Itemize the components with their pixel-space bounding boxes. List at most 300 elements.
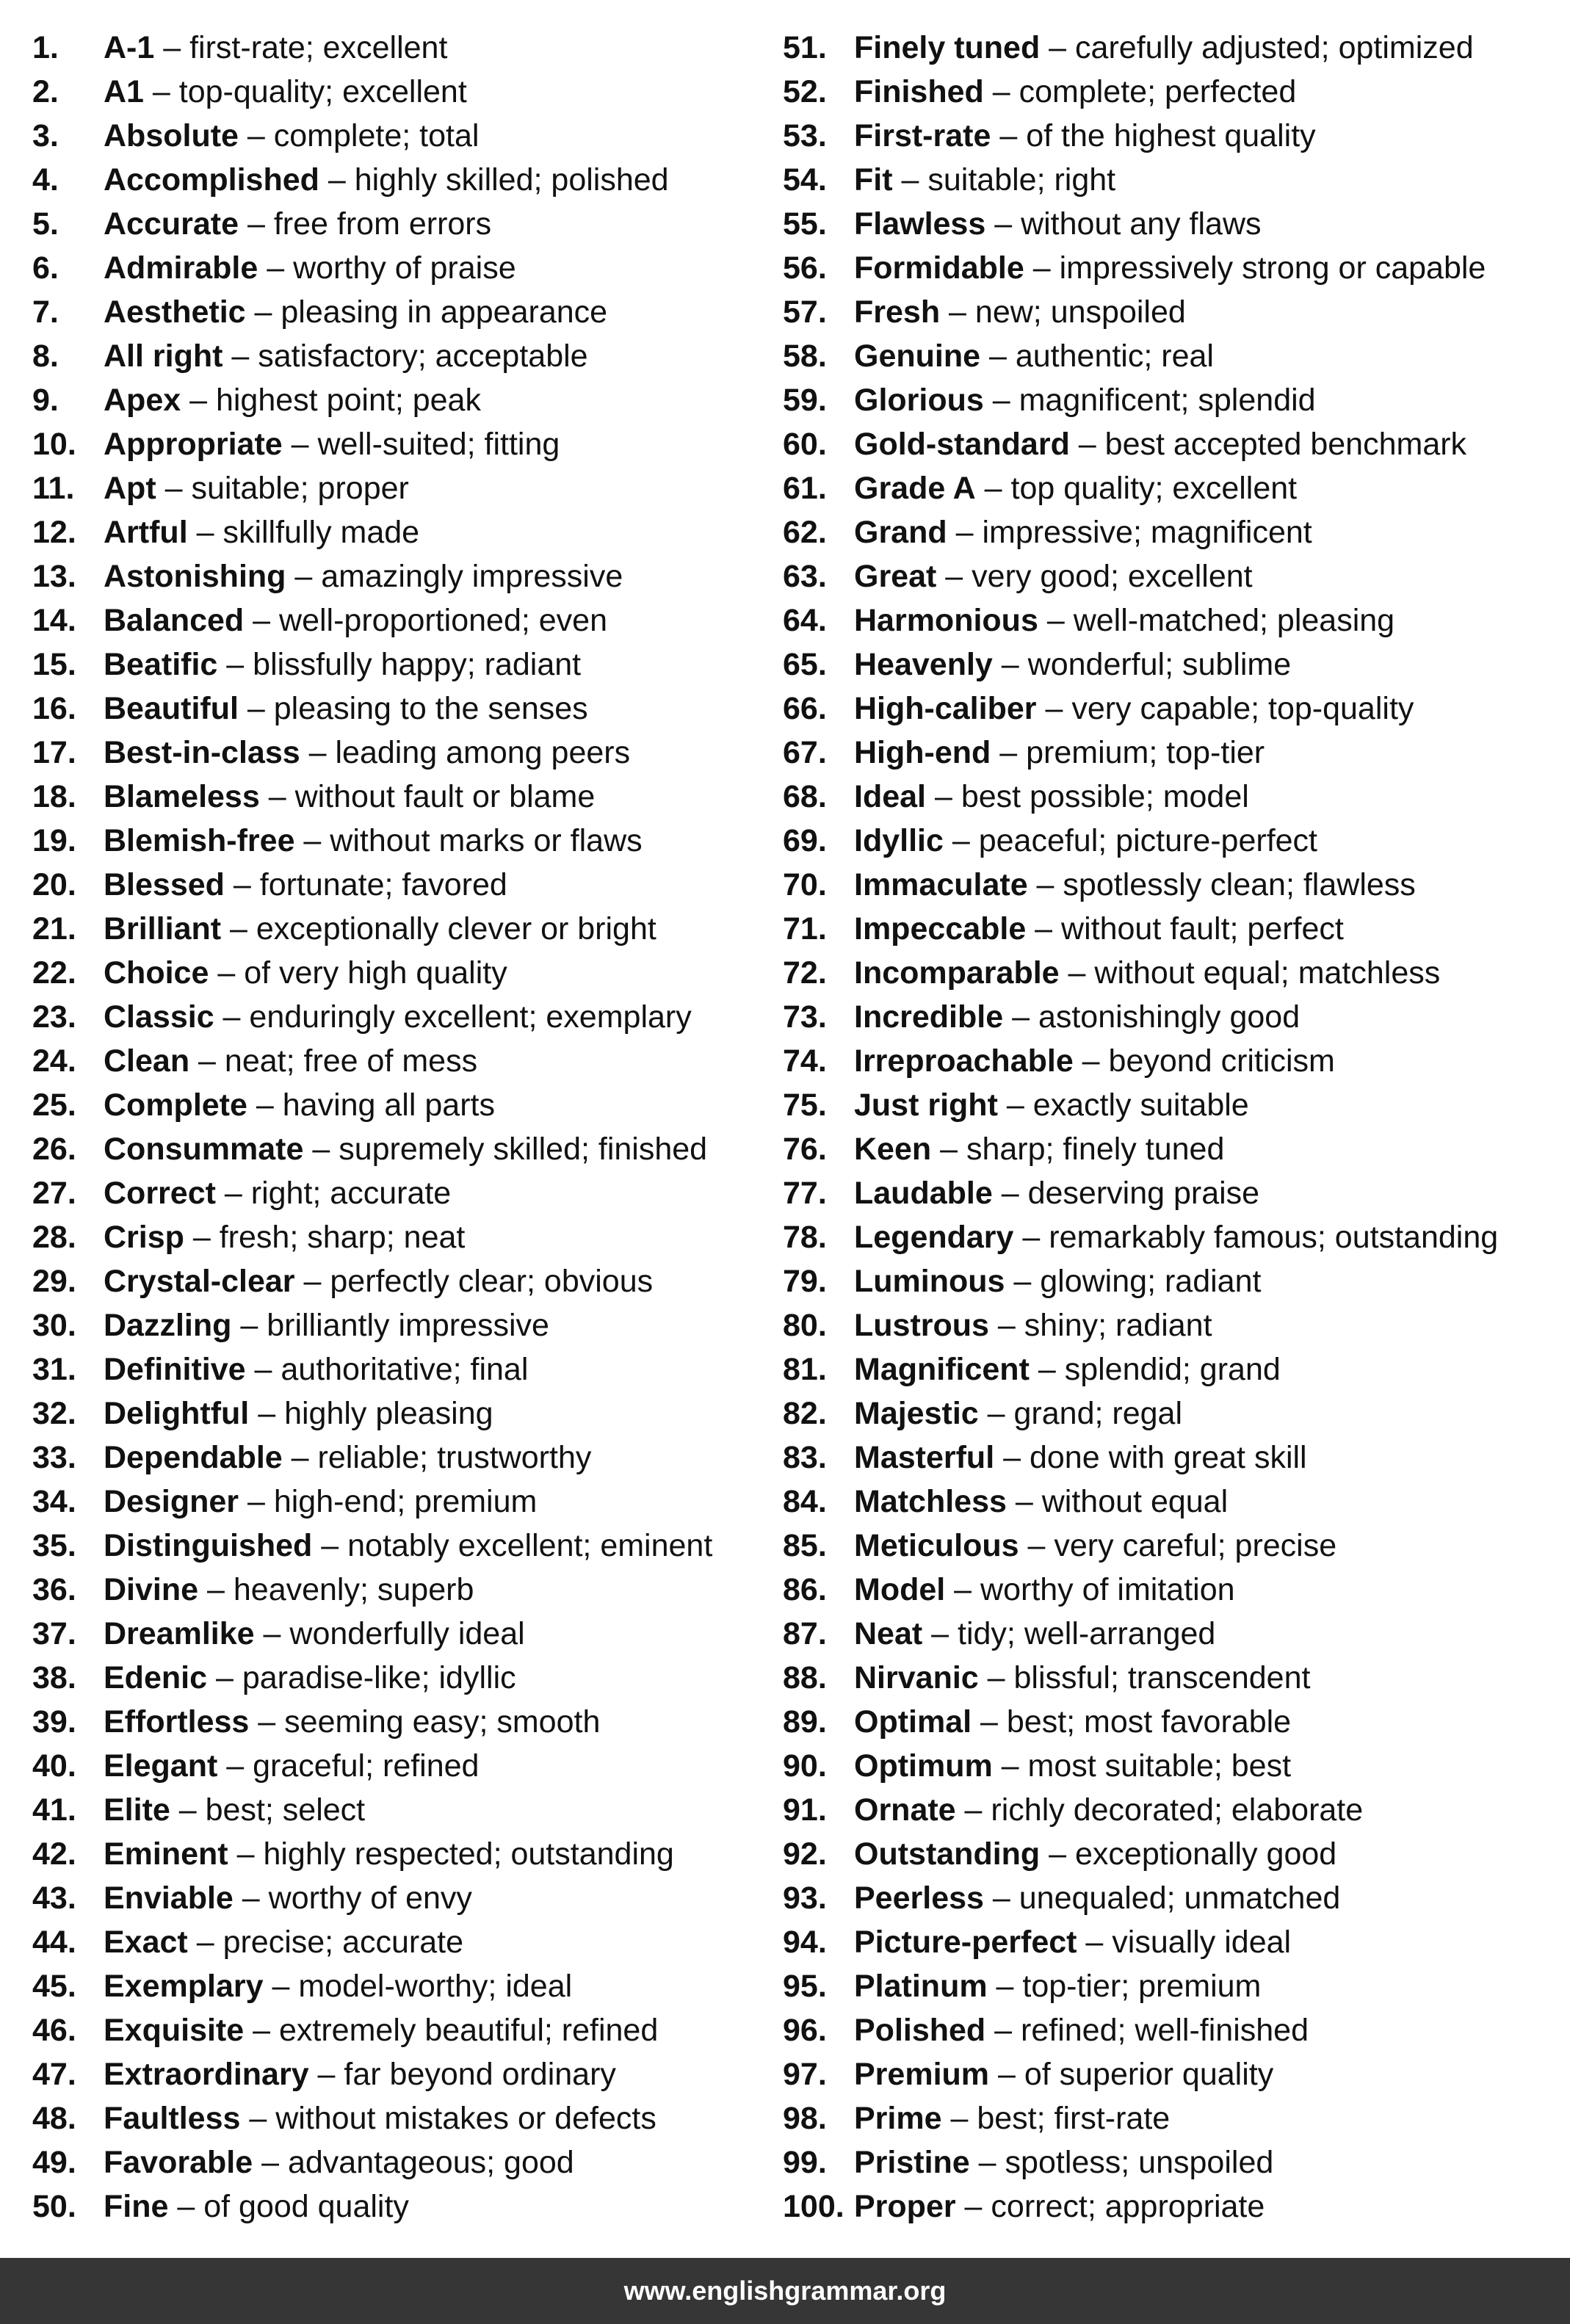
item-separator: – xyxy=(994,1440,1030,1475)
item-term: Prime xyxy=(854,2101,942,2136)
item-term: Astonishing xyxy=(104,559,286,594)
item-text xyxy=(854,1876,1340,1920)
item-separator: – xyxy=(294,1264,330,1299)
item-term: Grade A xyxy=(854,471,976,506)
item-text xyxy=(854,775,1249,819)
item-text xyxy=(104,1612,525,1656)
item-definition: tidy; well-arranged xyxy=(958,1616,1216,1651)
item-number: 84. xyxy=(783,1484,827,1519)
item-definition: blissfully happy; radiant xyxy=(253,647,582,682)
item-separator: – xyxy=(207,1660,242,1695)
item-number: 1. xyxy=(32,30,59,65)
item-term: Exquisite xyxy=(104,2013,245,2048)
item-text xyxy=(854,951,1440,995)
item-separator: – xyxy=(282,427,318,462)
item-separator: – xyxy=(240,2101,276,2136)
item-text xyxy=(104,2184,409,2229)
item-text xyxy=(104,466,409,510)
item-text xyxy=(104,2008,658,2052)
item-separator: – xyxy=(249,1396,285,1431)
item-number: 11. xyxy=(32,471,75,506)
item-term: Elegant xyxy=(104,1748,218,1784)
item-separator: – xyxy=(154,30,190,65)
item-definition: grand; regal xyxy=(1013,1396,1183,1431)
item-number: 17. xyxy=(32,735,76,770)
item-number: 85. xyxy=(783,1528,827,1563)
item-number: 59. xyxy=(783,383,827,418)
item-definition: of good quality xyxy=(203,2189,409,2224)
item-definition: without marks or flaws xyxy=(330,823,643,858)
item-separator: – xyxy=(980,339,1016,374)
item-term: Dreamlike xyxy=(104,1616,255,1651)
item-separator: – xyxy=(221,911,256,946)
item-definition: done with great skill xyxy=(1029,1440,1307,1475)
item-separator: – xyxy=(168,2189,204,2224)
item-separator: – xyxy=(198,1572,234,1607)
item-text xyxy=(854,334,1214,378)
item-number: 65. xyxy=(783,647,827,682)
item-definition: enduringly excellent; exemplary xyxy=(249,999,692,1035)
item-text xyxy=(104,2096,656,2140)
item-term: Gold-standard xyxy=(854,427,1070,462)
item-number: 2. xyxy=(32,74,59,109)
item-separator: – xyxy=(1029,1352,1065,1387)
item-text xyxy=(104,1083,495,1127)
item-separator: – xyxy=(1024,250,1060,286)
item-term: Irreproachable xyxy=(854,1043,1074,1079)
item-text xyxy=(854,1347,1281,1391)
item-number: 95. xyxy=(783,1969,827,2004)
item-definition: far beyond ordinary xyxy=(344,2057,616,2092)
item-definition: extremely beautiful; refined xyxy=(278,2013,659,2048)
item-term: Crisp xyxy=(104,1220,184,1255)
item-definition: heavenly; superb xyxy=(233,1572,474,1607)
item-separator: – xyxy=(308,2057,344,2092)
item-text xyxy=(104,1171,451,1215)
item-definition: suitable; right xyxy=(927,162,1116,198)
item-number: 37. xyxy=(32,1616,76,1651)
item-definition: without equal xyxy=(1041,1484,1229,1519)
item-term: Blemish-free xyxy=(104,823,295,858)
item-term: Exemplary xyxy=(104,1969,264,2004)
item-separator: – xyxy=(1038,603,1074,638)
item-number: 38. xyxy=(32,1660,76,1695)
item-term: Extraordinary xyxy=(104,2057,309,2092)
item-text xyxy=(854,1788,1363,1832)
item-text xyxy=(104,70,467,114)
item-number: 34. xyxy=(32,1484,76,1519)
item-term: Keen xyxy=(854,1132,932,1167)
item-number: 19. xyxy=(32,823,76,858)
item-definition: leading among peers xyxy=(335,735,631,770)
item-term: Flawless xyxy=(854,206,986,242)
item-separator: – xyxy=(1006,1484,1042,1519)
item-term: Best-in-class xyxy=(104,735,300,770)
item-definition: authentic; real xyxy=(1015,339,1214,374)
item-term: Outstanding xyxy=(854,1836,1041,1872)
item-number: 77. xyxy=(783,1176,827,1211)
item-definition: impressive; magnificent xyxy=(982,515,1312,550)
item-text xyxy=(854,510,1312,554)
item-term: Brilliant xyxy=(104,911,222,946)
item-separator: – xyxy=(253,2145,288,2180)
item-term: Balanced xyxy=(104,603,245,638)
item-number: 12. xyxy=(32,515,76,550)
item-separator: – xyxy=(985,206,1021,242)
item-definition: free from errors xyxy=(273,206,492,242)
item-number: 56. xyxy=(783,250,827,286)
item-definition: remarkably famous; outstanding xyxy=(1049,1220,1499,1255)
item-separator: – xyxy=(892,162,928,198)
item-number: 74. xyxy=(783,1043,827,1079)
item-number: 9. xyxy=(32,383,59,418)
item-definition: reliable; trustworthy xyxy=(317,1440,592,1475)
item-definition: best; select xyxy=(205,1792,366,1828)
item-separator: – xyxy=(1026,911,1062,946)
item-text xyxy=(104,1964,572,2008)
item-definition: best; most favorable xyxy=(1006,1704,1292,1740)
item-term: Finished xyxy=(854,74,984,109)
item-separator: – xyxy=(931,1132,966,1167)
item-term: Finely tuned xyxy=(854,30,1041,65)
item-separator: – xyxy=(936,559,972,594)
item-definition: best; first-rate xyxy=(977,2101,1171,2136)
item-term: Peerless xyxy=(854,1880,984,1916)
item-term: Delightful xyxy=(104,1396,250,1431)
item-text xyxy=(854,2052,1273,2096)
item-term: Faultless xyxy=(104,2101,241,2136)
item-separator: – xyxy=(214,999,250,1035)
item-definition: precise; accurate xyxy=(223,1925,463,1960)
item-text xyxy=(854,1700,1291,1744)
item-term: Fresh xyxy=(854,294,941,330)
item-number: 71. xyxy=(783,911,827,946)
item-definition: high-end; premium xyxy=(273,1484,538,1519)
item-separator: – xyxy=(228,1836,264,1872)
item-definition: neat; free of mess xyxy=(224,1043,478,1079)
item-number: 68. xyxy=(783,779,827,814)
item-text xyxy=(104,1436,591,1480)
item-separator: – xyxy=(1013,1220,1049,1255)
item-text xyxy=(854,2008,1309,2052)
item-separator: – xyxy=(286,559,322,594)
item-definition: skillfully made xyxy=(223,515,420,550)
item-text xyxy=(104,1744,479,1788)
item-definition: complete; total xyxy=(273,118,480,153)
item-text xyxy=(854,1215,1498,1259)
item-number: 92. xyxy=(783,1836,827,1872)
item-text xyxy=(104,1920,463,1964)
item-number: 57. xyxy=(783,294,827,330)
item-number: 30. xyxy=(32,1308,76,1343)
item-number: 45. xyxy=(32,1969,76,2004)
item-separator: – xyxy=(170,1792,206,1828)
item-definition: perfectly clear; obvious xyxy=(330,1264,654,1299)
item-number: 40. xyxy=(32,1748,76,1784)
item-term: Ideal xyxy=(854,779,926,814)
item-definition: of the highest quality xyxy=(1026,118,1316,153)
item-number: 27. xyxy=(32,1176,76,1211)
item-number: 23. xyxy=(32,999,76,1035)
item-definition: very good; excellent xyxy=(972,559,1253,594)
item-definition: of very high quality xyxy=(244,955,507,991)
item-text xyxy=(854,1568,1235,1612)
item-term: Blameless xyxy=(104,779,260,814)
item-text xyxy=(854,1259,1261,1303)
item-text xyxy=(104,2140,574,2184)
item-number: 52. xyxy=(783,74,827,109)
item-number: 44. xyxy=(32,1925,76,1960)
item-separator: – xyxy=(940,294,975,330)
item-separator: – xyxy=(922,1616,958,1651)
item-separator: – xyxy=(217,647,253,682)
item-number: 15. xyxy=(32,647,76,682)
item-separator: – xyxy=(985,2013,1021,2048)
item-number: 97. xyxy=(783,2057,827,2092)
item-term: Designer xyxy=(104,1484,239,1519)
item-definition: without mistakes or defects xyxy=(275,2101,656,2136)
item-definition: supremely skilled; finished xyxy=(339,1132,708,1167)
item-separator: – xyxy=(294,823,330,858)
item-term: Magnificent xyxy=(854,1352,1030,1387)
item-term: Apt xyxy=(104,471,156,506)
item-term: First-rate xyxy=(854,118,991,153)
item-separator: – xyxy=(245,1352,281,1387)
item-separator: – xyxy=(1003,999,1038,1035)
item-text xyxy=(854,554,1253,598)
item-term: Fine xyxy=(104,2189,169,2224)
item-definition: model-worthy; ideal xyxy=(298,1969,573,2004)
item-term: Fit xyxy=(854,162,893,198)
item-text xyxy=(854,598,1394,642)
item-term: Optimum xyxy=(854,1748,993,1784)
item-term: Distinguished xyxy=(104,1528,313,1563)
item-number: 49. xyxy=(32,2145,76,2180)
item-text xyxy=(854,2184,1265,2229)
item-text xyxy=(104,863,507,907)
item-number: 87. xyxy=(783,1616,827,1651)
item-number: 93. xyxy=(783,1880,827,1916)
item-number: 35. xyxy=(32,1528,76,1563)
item-separator: – xyxy=(945,1572,981,1607)
item-definition: new; unspoiled xyxy=(974,294,1186,330)
item-separator: – xyxy=(947,515,983,550)
item-separator: – xyxy=(955,1792,991,1828)
item-text xyxy=(104,1876,472,1920)
item-text xyxy=(854,1612,1215,1656)
item-separator: – xyxy=(263,1969,299,2004)
item-term: Model xyxy=(854,1572,946,1607)
item-term: Nirvanic xyxy=(854,1660,979,1695)
item-separator: – xyxy=(1036,691,1072,726)
item-number: 79. xyxy=(783,1264,827,1299)
item-number: 41. xyxy=(32,1792,76,1828)
item-text xyxy=(854,1127,1224,1171)
item-number: 32. xyxy=(32,1396,76,1431)
item-text xyxy=(104,114,479,158)
item-definition: peaceful; picture-perfect xyxy=(978,823,1318,858)
item-term: All right xyxy=(104,339,223,374)
item-definition: shiny; radiant xyxy=(1024,1308,1212,1343)
item-text xyxy=(104,1215,465,1259)
item-number: 53. xyxy=(783,118,827,153)
item-definition: wonderfully ideal xyxy=(289,1616,525,1651)
item-text xyxy=(104,422,560,466)
item-number: 8. xyxy=(32,339,59,374)
item-separator: – xyxy=(1005,1264,1041,1299)
item-number: 10. xyxy=(32,427,76,462)
item-text xyxy=(854,290,1186,334)
item-term: Choice xyxy=(104,955,209,991)
item-term: Majestic xyxy=(854,1396,979,1431)
item-separator: – xyxy=(1027,867,1063,902)
item-number: 82. xyxy=(783,1396,827,1431)
item-separator: – xyxy=(972,1704,1007,1740)
item-definition: visually ideal xyxy=(1112,1925,1292,1960)
item-number: 20. xyxy=(32,867,76,902)
item-text xyxy=(854,642,1291,687)
item-separator: – xyxy=(955,2189,991,2224)
item-term: Just right xyxy=(854,1087,998,1123)
item-number: 61. xyxy=(783,471,827,506)
item-text xyxy=(104,202,491,246)
item-text xyxy=(104,1039,477,1083)
item-definition: deserving praise xyxy=(1027,1176,1260,1211)
item-term: Dazzling xyxy=(104,1308,232,1343)
footer-bar xyxy=(0,2258,1570,2324)
item-term: Heavenly xyxy=(854,647,993,682)
item-number: 36. xyxy=(32,1572,76,1607)
item-separator: – xyxy=(1040,30,1076,65)
item-definition: without fault or blame xyxy=(294,779,596,814)
item-definition: well-proportioned; even xyxy=(279,603,608,638)
item-definition: amazingly impressive xyxy=(321,559,623,594)
item-text xyxy=(104,378,481,422)
item-separator: – xyxy=(975,471,1011,506)
item-text xyxy=(854,819,1317,863)
item-text xyxy=(104,1700,600,1744)
item-number: 29. xyxy=(32,1264,76,1299)
item-number: 58. xyxy=(783,339,827,374)
footer-website-url: www.englishgrammar.org xyxy=(623,2276,947,2306)
item-number: 62. xyxy=(783,515,827,550)
item-definition: fresh; sharp; neat xyxy=(219,1220,466,1255)
item-definition: fortunate; favored xyxy=(259,867,507,902)
item-number: 88. xyxy=(783,1660,827,1695)
item-definition: well-matched; pleasing xyxy=(1073,603,1395,638)
item-definition: seeming easy; smooth xyxy=(284,1704,601,1740)
item-term: Pristine xyxy=(854,2145,970,2180)
item-definition: paradise-like; idyllic xyxy=(242,1660,516,1695)
item-term: Immaculate xyxy=(854,867,1028,902)
item-definition: highly skilled; polished xyxy=(354,162,669,198)
item-number: 100. xyxy=(783,2189,844,2224)
item-separator: – xyxy=(249,1704,285,1740)
item-text xyxy=(104,1391,493,1436)
item-separator: – xyxy=(312,1528,348,1563)
item-term: Grand xyxy=(854,515,947,550)
item-number: 16. xyxy=(32,691,76,726)
item-number: 14. xyxy=(32,603,76,638)
item-text xyxy=(854,687,1414,731)
item-definition: suitable; proper xyxy=(191,471,409,506)
item-text xyxy=(104,1524,712,1568)
item-term: Glorious xyxy=(854,383,984,418)
item-separator: – xyxy=(187,515,223,550)
item-definition: worthy of praise xyxy=(293,250,516,286)
item-separator: – xyxy=(969,2145,1005,2180)
item-definition: splendid; grand xyxy=(1064,1352,1281,1387)
item-term: High-end xyxy=(854,735,991,770)
item-text xyxy=(104,1832,674,1876)
item-term: Absolute xyxy=(104,118,239,153)
item-term: Matchless xyxy=(854,1484,1007,1519)
item-number: 89. xyxy=(783,1704,827,1740)
item-term: Incomparable xyxy=(854,955,1060,991)
item-definition: top quality; excellent xyxy=(1010,471,1298,506)
item-text xyxy=(854,1303,1212,1347)
item-separator: – xyxy=(244,603,280,638)
item-text xyxy=(104,510,419,554)
item-definition: premium; top-tier xyxy=(1026,735,1265,770)
item-term: Optimal xyxy=(854,1704,972,1740)
item-text xyxy=(104,1347,528,1391)
item-definition: without equal; matchless xyxy=(1094,955,1441,991)
item-definition: top-tier; premium xyxy=(1022,1969,1262,2004)
item-separator: – xyxy=(184,1220,220,1255)
item-term: Genuine xyxy=(854,339,981,374)
item-number: 47. xyxy=(32,2057,76,2092)
item-term: Beautiful xyxy=(104,691,239,726)
item-separator: – xyxy=(233,1880,269,1916)
item-term: Complete xyxy=(104,1087,247,1123)
item-separator: – xyxy=(258,250,294,286)
item-definition: first-rate; excellent xyxy=(189,30,448,65)
item-separator: – xyxy=(224,867,260,902)
item-separator: – xyxy=(247,1087,283,1123)
item-term: Enviable xyxy=(104,1880,234,1916)
item-term: Classic xyxy=(104,999,214,1035)
item-separator: – xyxy=(1059,955,1095,991)
item-number: 21. xyxy=(32,911,76,946)
item-definition: richly decorated; elaborate xyxy=(991,1792,1364,1828)
item-number: 46. xyxy=(32,2013,76,2048)
item-text xyxy=(854,1744,1291,1788)
item-term: Premium xyxy=(854,2057,990,2092)
item-separator: – xyxy=(187,1925,223,1960)
item-definition: blissful; transcendent xyxy=(1013,1660,1311,1695)
item-text xyxy=(854,1524,1336,1568)
item-number: 72. xyxy=(783,955,827,991)
item-text xyxy=(854,731,1265,775)
item-separator: – xyxy=(189,1043,225,1079)
item-number: 25. xyxy=(32,1087,76,1123)
item-separator: – xyxy=(143,74,179,109)
item-definition: notably excellent; eminent xyxy=(347,1528,713,1563)
item-definition: authoritative; final xyxy=(281,1352,529,1387)
item-definition: sharp; finely tuned xyxy=(966,1132,1225,1167)
item-text xyxy=(104,1127,707,1171)
item-definition: satisfactory; acceptable xyxy=(258,339,588,374)
item-text xyxy=(104,731,630,775)
item-definition: spotless; unspoiled xyxy=(1005,2145,1274,2180)
item-separator: – xyxy=(978,1396,1014,1431)
item-separator: – xyxy=(989,2057,1024,2092)
item-number: 64. xyxy=(783,603,827,638)
item-number: 80. xyxy=(783,1308,827,1343)
item-definition: astonishingly good xyxy=(1038,999,1301,1035)
item-term: Platinum xyxy=(854,1969,988,2004)
